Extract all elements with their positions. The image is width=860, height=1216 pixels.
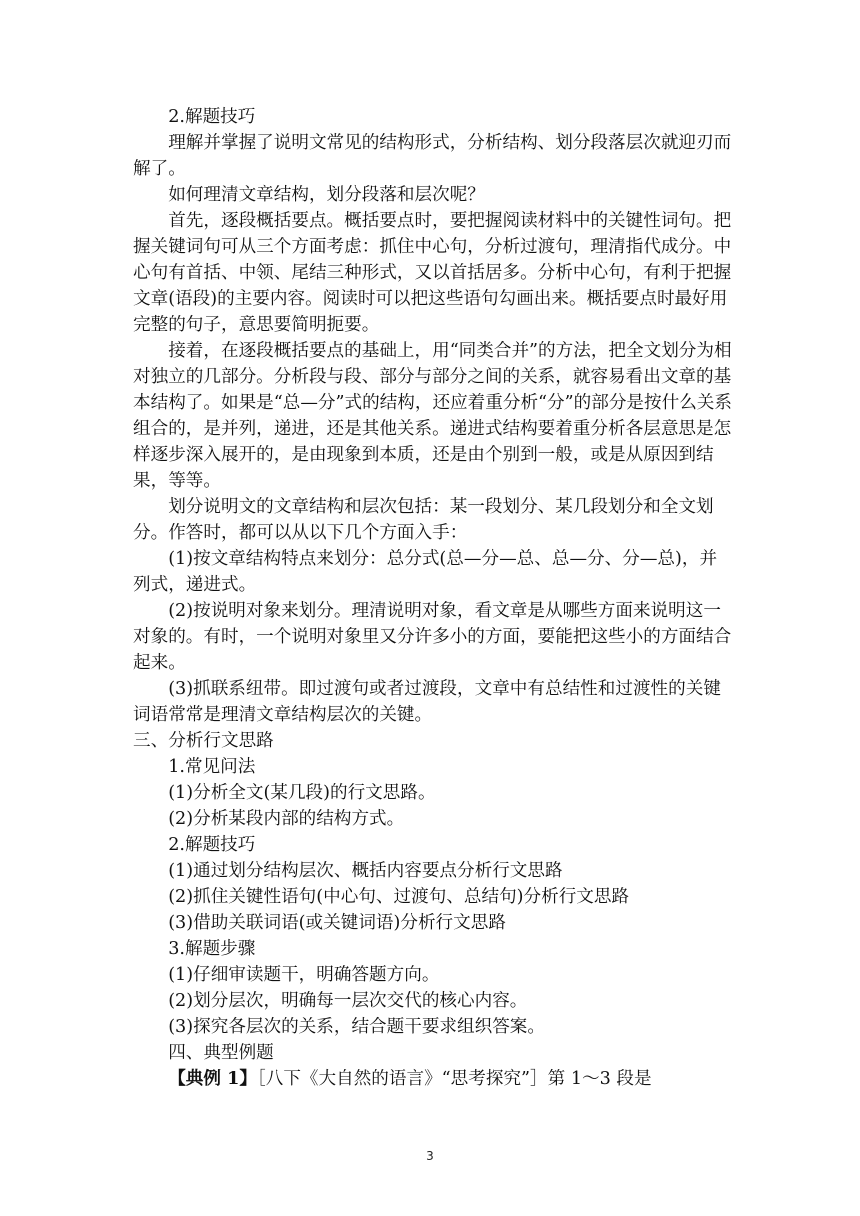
paragraph: (2)分析某段内部的结构方式。 [168, 809, 405, 829]
document-body [133, 104, 733, 1092]
paragraph: (2)按说明对象来划分。理清说明对象，看文章是从哪些方面来说明这一对象的。有时，一个说明对象里又分许多小的方面，要能把这些小的方面结合起来。 [133, 601, 732, 673]
paragraph: (1)分析全文(某几段)的行文思路。 [168, 783, 436, 803]
paragraph: (1)按文章结构特点来划分：总分式(总—分—总、总—分、分—总)，并列式，递进式。 [133, 549, 718, 595]
paragraph: 首先，逐段概括要点。概括要点时，要把握阅读材料中的关键性词句。把握关键词句可从三个方面考虑：抓住中心句，分析过渡句，理清指代成分。中心句有首括、中领、尾结三种形式，又以首括居多。分析中心句，有利于把握文章(语段)的主要内容。阅读时可以把这些语句勾画出来。概括要点时最好用完整的句子，意思要简明扼要。 [133, 211, 732, 335]
paragraph: 如何理清文章结构，划分段落和层次呢？ [168, 185, 485, 205]
paragraph: (3)探究各层次的关系，结合题干要求组织答案。 [168, 1017, 545, 1037]
paragraph: 3.解题步骤 [168, 939, 256, 959]
paragraph: 2.解题技巧 [168, 835, 256, 855]
paragraph: (3)抓联系纽带。即过渡句或者过渡段，文章中有总结性和过渡性的关键词语常常是理清文章结构层次的关键。 [133, 679, 721, 725]
paragraph: 1.常见问法 [168, 757, 256, 777]
paragraph: 接着，在逐段概括要点的基础上，用“同类合并”的方法，把全文划分为相对独立的几部分。分析段与段、部分与部分之间的关系，就容易看出文章的基本结构了。如果是“总—分”式的结构，还应着重分析“分”的部分是按什么关系组合的，是并列，递进，还是其他关系。递进式结构要着重分析各层意思是怎样逐步深入展开的，是由现象到本质，还是由个别到一般，或是从原因到结果，等等。 [133, 341, 732, 491]
paragraph: (3)借助关联词语(或关键词语)分析行文思路 [168, 913, 506, 933]
page-number: 3 [426, 1149, 434, 1163]
paragraph: (2)划分层次，明确每一层次交代的核心内容。 [168, 991, 528, 1011]
paragraph: 2.解题技巧 [168, 107, 256, 127]
paragraph: (2)抓住关键性语句(中心句、过渡句、总结句)分析行文思路 [168, 887, 630, 907]
example-label: 【典例 1】 [168, 1068, 257, 1089]
paragraph: (1)通过划分结构层次、概括内容要点分析行文思路 [168, 861, 563, 881]
paragraph: 划分说明文的文章结构和层次包括：某一段划分、某几段划分和全文划分。作答时，都可以从以下几个方面入手： [133, 497, 714, 543]
paragraph: (1)仔细审读题干，明确答题方向。 [168, 965, 440, 985]
example-text: ［八下《大自然的语言》“思考探究”］第 1～3 段是 [256, 1069, 652, 1089]
paragraph: 三、分析行文思路 [133, 731, 274, 751]
example-paragraph [133, 1066, 733, 1092]
paragraph: 四、典型例题 [168, 1043, 274, 1063]
paragraph: 理解并掌握了说明文常见的结构形式，分析结构、划分段落层次就迎刃而解了。 [133, 133, 732, 179]
